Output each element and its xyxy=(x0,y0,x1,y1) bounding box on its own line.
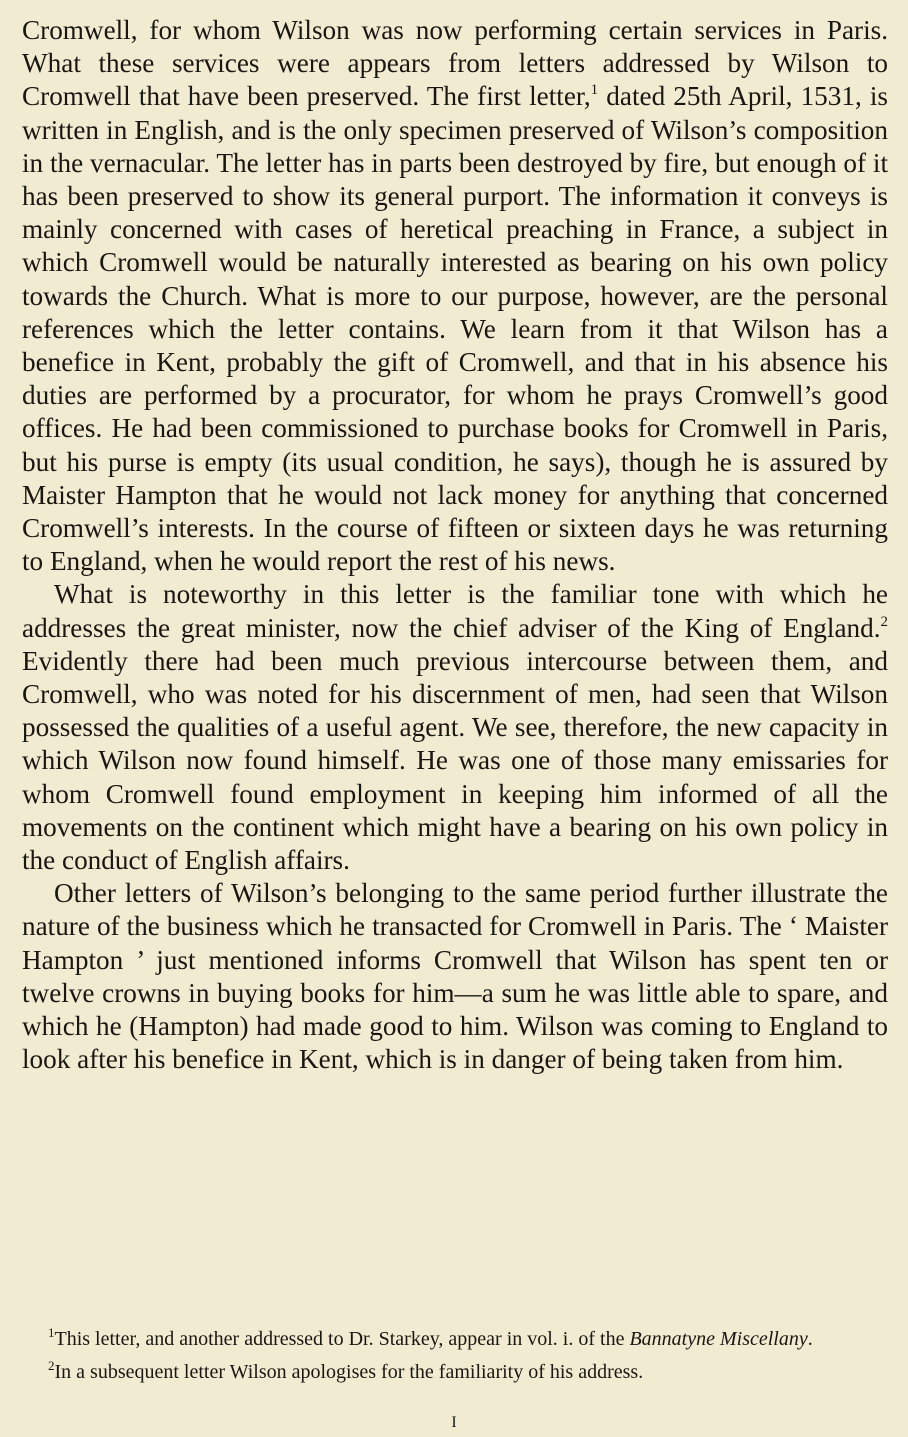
footnote-title: Bannatyne Miscellany xyxy=(629,1328,808,1350)
footnote-text: This letter, and another addressed to Dr. Starkey, appear in vol. i. of the xyxy=(54,1328,630,1350)
footnote-reference: 1 xyxy=(590,82,599,99)
text-run: What is noteworthy in this letter is the familiar tone with which he addresses the great minister, now the chief adviser of the King of England. xyxy=(22,579,888,643)
paragraph xyxy=(22,578,888,877)
body-text xyxy=(22,14,888,1077)
footnote-text: In a subsequent letter Wilson apologises for the familiarity of his address. xyxy=(54,1361,644,1383)
footnote-reference: 2 xyxy=(880,613,888,630)
footnote-mark: 1 xyxy=(48,1325,55,1340)
signature-mark: I xyxy=(451,1414,457,1431)
footnote-mark: 2 xyxy=(48,1358,55,1373)
paragraph xyxy=(22,14,888,578)
text-run: Other letters of Wilson’s belonging to the same period further illustrate the nature of the business which he transacted for Cromwell in Paris. The ‘ Maister Hampton ’ just mentioned informs Cromwell that Wilson has spent ten or twelve crowns in buying books for him—a sum he was little able to spare, and which he (Hampton) had made good to him. Wilson was coming to England to look after his benefice in Kent, which is in danger of being taken from him. xyxy=(22,878,888,1075)
text-run: Evidently there had been much previous intercourse between them, and Cromwell, who was noted for his discernment of men, had seen that Wilson possessed the qualities of a useful agent. We see, therefore, the new capacity in which Wilson now found himself. He was one of those many emissaries for whom Cromwell found employment in keeping him informed of all the movements on the continent which might have a bearing on his own policy in the conduct of English affairs. xyxy=(22,645,888,876)
footnotes xyxy=(22,1326,888,1386)
footnote-after: . xyxy=(807,1328,813,1350)
text-run: dated 25th April, 1531, is written in English, and is the only specimen preserved of Wilson’s composition in the vernacular. The letter has in parts been destroyed by fire, but enough of it has been preserved to show its general purport. The information it conveys is mainly concerned with cases of heretical preaching in France, a subject in which Cromwell would be naturally interested as bearing on his own policy towards the Church. What is more to our purpose, however, are the personal references which the letter contains. We learn from it that Wilson has a benefice in Kent, probably the gift of Cromwell, and that in his absence his duties are performed by a procurator, for whom he prays Cromwell’s good offices. He had been commissioned to purchase books for Cromwell in Paris, but his purse is empty (its usual condition, he says), though he is assured by Maister Hampton that he would not lack money for anything that concerned Cromwell’s interests. In the course of fifteen or sixteen days he was returning to England, when he would report the rest of his news. xyxy=(22,81,889,577)
paragraph xyxy=(22,877,888,1076)
footnote-2 xyxy=(22,1359,888,1386)
footnote-1 xyxy=(22,1326,888,1353)
text-run: Cromwell, for whom Wilson was now performing certain services in Paris. What these services were appears from letters addressed by Wilson to Cromwell that have been preserved. The first letter, xyxy=(22,15,888,112)
